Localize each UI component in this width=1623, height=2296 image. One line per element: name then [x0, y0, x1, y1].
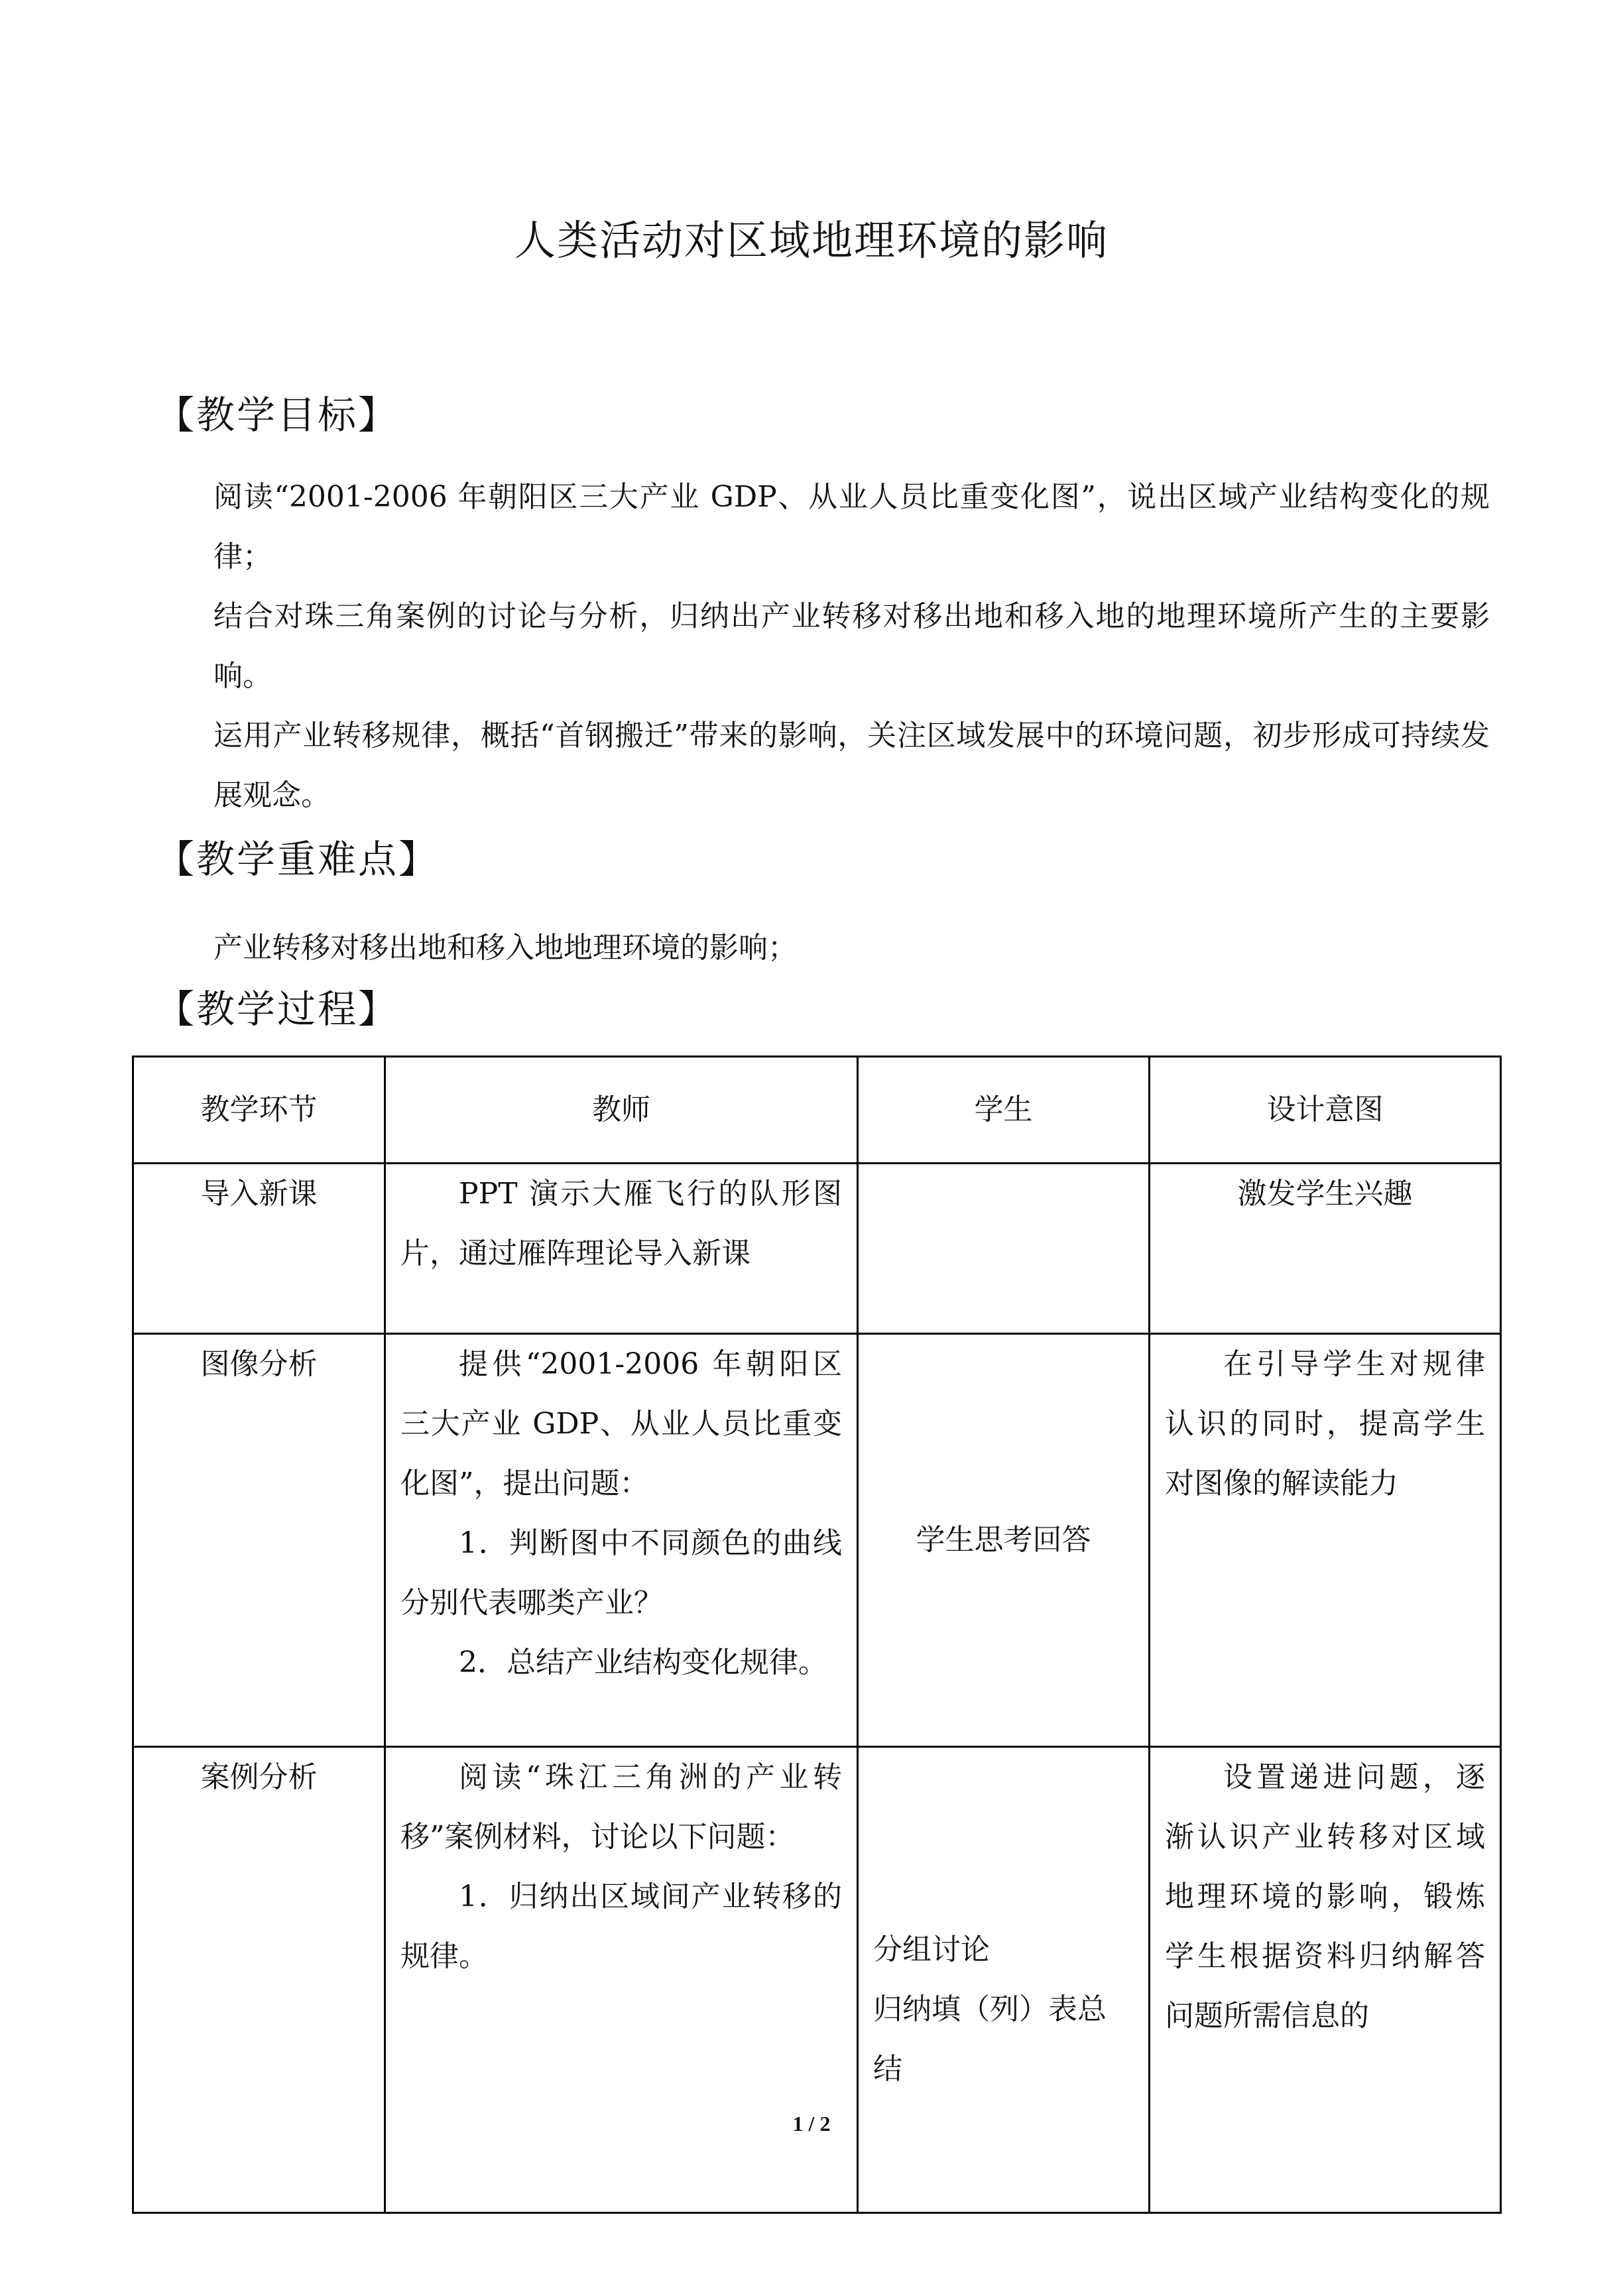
teacher-text: 提供“2001-2006 年朝阳区三大产业 GDP、从业人员比重变化图”，提出问题：	[400, 1347, 842, 1500]
stage-cell: 导入新课	[133, 1164, 385, 1334]
teacher-question: 1．归纳出区域间产业转移的规律。	[400, 1880, 842, 1973]
teacher-text: PPT 演示大雁飞行的队形图片，通过雁阵理论导入新课	[400, 1177, 842, 1270]
teacher-text: 阅读“珠江三角洲的产业转移”案例材料，讨论以下问题：	[400, 1760, 842, 1854]
stage-cell: 图像分析	[133, 1334, 385, 1747]
student-text: 归纳填（列）表总结	[873, 1992, 1107, 2086]
objective-item: 结合对珠三角案例的讨论与分析，归纳出产业转移对移出地和移入地的地理环境所产生的主要影响。	[213, 599, 1490, 693]
column-header-intent: 设计意图	[1150, 1057, 1501, 1164]
student-cell	[858, 1164, 1150, 1334]
intent-cell	[1150, 1334, 1501, 1747]
column-header-teacher: 教师	[385, 1057, 858, 1164]
intent-cell	[1150, 1747, 1501, 2213]
student-cell	[858, 1747, 1150, 2213]
page-title: 人类活动对区域地理环境的影响	[514, 216, 1109, 265]
table-row	[133, 1164, 1501, 1334]
column-header-student: 学生	[858, 1057, 1150, 1164]
teacher-cell	[385, 1747, 858, 2213]
table-header-row	[133, 1057, 1501, 1164]
student-text: 分组讨论	[873, 1933, 990, 1966]
column-header-stage: 教学环节	[133, 1057, 385, 1164]
process-heading: 【教学过程】	[156, 987, 399, 1032]
intent-text: 在引导学生对规律认识的同时，提高学生对图像的解读能力	[1165, 1347, 1485, 1500]
teacher-question: 1．判断图中不同颜色的曲线分别代表哪类产业？	[400, 1526, 842, 1620]
stage-cell: 案例分析	[133, 1747, 385, 2213]
objective-item: 运用产业转移规律，概括“首钢搬迁”带来的影响，关注区域发展中的环境问题，初步形成可持续发展观念。	[213, 719, 1490, 812]
objectives-heading: 【教学目标】	[156, 393, 399, 438]
key-points-text: 产业转移对移出地和移入地地理环境的影响；	[213, 931, 797, 965]
student-cell: 学生思考回答	[858, 1334, 1150, 1747]
teacher-cell	[385, 1334, 858, 1747]
intent-text: 设置递进问题，逐渐认识产业转移对区域地理环境的影响，锻炼学生根据资料归纳解答问题所需信息的	[1165, 1760, 1485, 2033]
table-row	[133, 1747, 1501, 2213]
intent-cell: 激发学生兴趣	[1150, 1164, 1501, 1334]
key-points-heading: 【教学重难点】	[156, 837, 440, 882]
table-row	[133, 1334, 1501, 1747]
page-number: 1 / 2	[792, 2112, 831, 2136]
teacher-cell	[385, 1164, 858, 1334]
teaching-process-table	[132, 1056, 1502, 2214]
teacher-question: 2．总结产业结构变化规律。	[459, 1646, 827, 1679]
objective-item: 阅读“2001-2006 年朝阳区三大产业 GDP、从业人员比重变化图”，说出区域产业结构变化的规律；	[213, 480, 1490, 574]
